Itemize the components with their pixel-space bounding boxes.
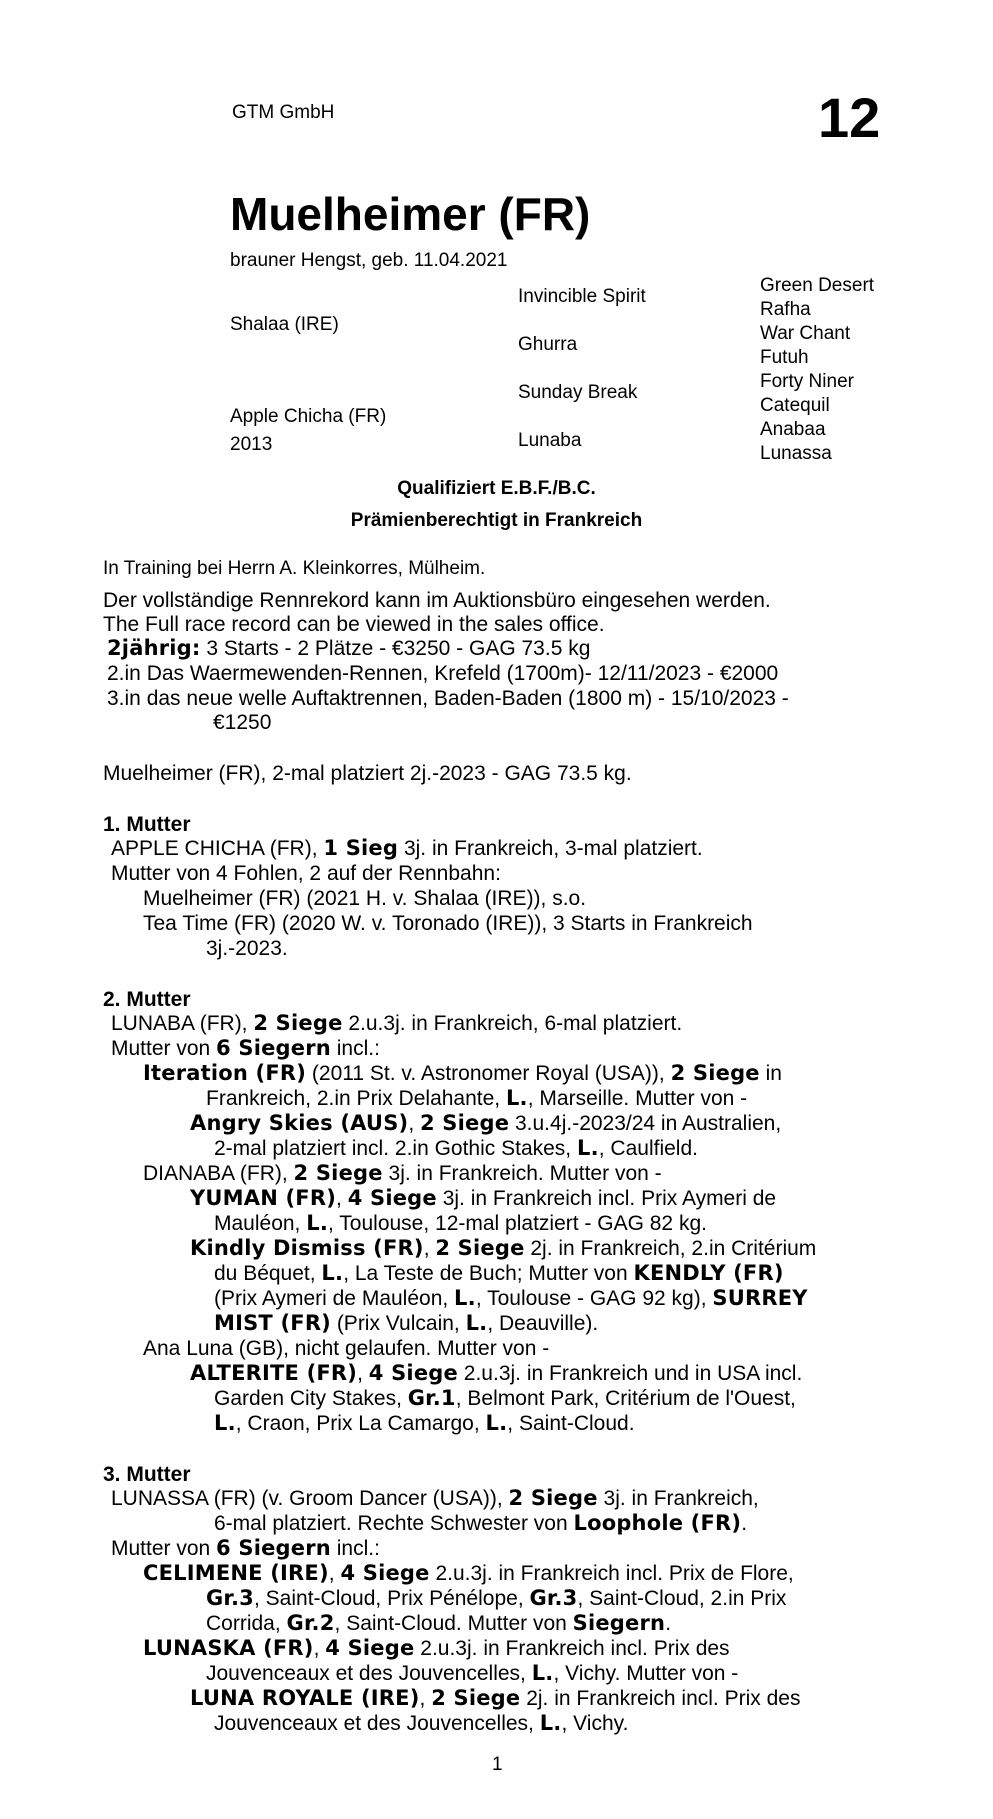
racing-placing: 3.in das neue welle Auftaktrennen, Baden-Baden (1800 m) - 15/10/2023 -: [107, 687, 789, 710]
company-name: GTM GmbH: [232, 102, 335, 123]
racing-placing: 2.in Das Waermewenden-Rennen, Krefeld (1700m)- 12/11/2023 - €2000: [107, 662, 779, 685]
qualification-ebf: Qualifiziert E.B.F./B.C.: [397, 478, 596, 499]
mutter1-line: Tea Time (FR) (2020 W. v. Toronado (IRE)), 3 Starts in Frankreich: [143, 912, 753, 935]
page-number: 1: [492, 1754, 503, 1775]
racing-placing: €1250: [213, 711, 272, 734]
pedigree-great-grandparent: War Chant: [760, 323, 851, 344]
mutter3-line: LUNASSA (FR) (v. Groom Dancer (USA)), 2 Siege 3j. in Frankreich,: [111, 1486, 759, 1510]
mutter2-line: DIANABA (FR), 2 Siege 3j. in Frankreich. Mutter von -: [143, 1161, 662, 1185]
mutter2-line: 2-mal platziert incl. 2.in Gothic Stakes, L., Caulfield.: [214, 1136, 698, 1160]
mutter2-line: MIST (FR) (Prix Vulcain, L., Deauville).: [214, 1311, 599, 1335]
mutter1-line: 3j.-2023.: [206, 937, 288, 960]
qualification-premium: Prämienberechtigt in Frankreich: [350, 510, 643, 531]
mutter1-line: Mutter von 4 Fohlen, 2 auf der Rennbahn:: [111, 862, 501, 885]
pedigree-great-grandparent: Green Desert: [760, 275, 875, 296]
pedigree-grandparent: Lunaba: [518, 430, 582, 451]
mutter2-line: L., Craon, Prix La Camargo, L., Saint-Cloud.: [214, 1411, 635, 1435]
pedigree-great-grandparent: Forty Niner: [760, 371, 854, 392]
pedigree-great-grandparent: Lunassa: [760, 443, 832, 464]
mutter2-line: Kindly Dismiss (FR), 2 Siege 2j. in Frankreich, 2.in Critérium: [190, 1236, 817, 1260]
section-heading-mutter-1: 1. Mutter: [103, 813, 191, 836]
horse-description: brauner Hengst, geb. 11.04.2021: [230, 250, 508, 271]
record-note-en: The Full race record can be viewed in the sales office.: [103, 613, 605, 636]
mutter2-line: Iteration (FR) (2011 St. v. Astronomer Royal (USA)), 2 Siege in: [143, 1061, 782, 1085]
record-note-de: Der vollständige Rennrekord kann im Auktionsbüro eingesehen werden.: [103, 589, 771, 612]
mutter3-line: Corrida, Gr.2, Saint-Cloud. Mutter von Siegern.: [206, 1611, 672, 1635]
mutter3-line: Mutter von 6 Siegern incl.:: [111, 1536, 380, 1560]
mutter2-line: du Béquet, L., La Teste de Buch; Mutter von KENDLY (FR): [214, 1261, 784, 1285]
mutter2-line: Ana Luna (GB), nicht gelaufen. Mutter von -: [143, 1337, 550, 1360]
mutter2-line: Mauléon, L., Toulouse, 12-mal platziert - GAG 82 kg.: [214, 1211, 707, 1235]
pedigree-great-grandparent: Anabaa: [760, 419, 826, 440]
mutter3-line: Jouvenceaux et des Jouvencelles, L., Vichy. Mutter von -: [206, 1661, 739, 1685]
mutter2-line: ALTERITE (FR), 4 Siege 2.u.3j. in Frankreich und in USA incl.: [190, 1361, 803, 1385]
horse-name: Muelheimer (FR): [230, 188, 591, 240]
pedigree-sire: Shalaa (IRE): [230, 314, 339, 335]
mutter2-line: LUNABA (FR), 2 Siege 2.u.3j. in Frankreich, 6-mal platziert.: [111, 1011, 683, 1035]
pedigree-great-grandparent: Catequil: [760, 395, 830, 416]
mutter2-line: Angry Skies (AUS), 2 Siege 3.u.4j.-2023/24 in Australien,: [190, 1111, 782, 1135]
racing-summary: 2jährig: 3 Starts - 2 Plätze - €3250 - GAG 73.5 kg: [107, 636, 591, 660]
training-info: In Training bei Herrn A. Kleinkorres, Mülheim.: [103, 558, 486, 579]
section-heading-mutter-3: 3. Mutter: [103, 1463, 191, 1486]
mutter3-line: LUNA ROYALE (IRE), 2 Siege 2j. in Frankreich incl. Prix des: [190, 1686, 801, 1710]
mutter1-line: Muelheimer (FR) (2021 H. v. Shalaa (IRE)), s.o.: [143, 887, 587, 910]
mutter2-line: Frankreich, 2.in Prix Delahante, L., Marseille. Mutter von -: [206, 1086, 748, 1110]
pedigree-grandparent: Invincible Spirit: [518, 286, 646, 307]
mutter3-line: LUNASKA (FR), 4 Siege 2.u.3j. in Frankreich incl. Prix des: [143, 1636, 730, 1660]
mutter2-line: Mutter von 6 Siegern incl.:: [111, 1036, 380, 1060]
mutter1-line: APPLE CHICHA (FR), 1 Sieg 3j. in Frankreich, 3-mal platziert.: [111, 836, 703, 860]
mutter2-line: Garden City Stakes, Gr.1, Belmont Park, Critérium de l'Ouest,: [214, 1386, 796, 1410]
lot-number: 12: [818, 86, 881, 149]
section-heading-mutter-2: 2. Mutter: [103, 988, 191, 1011]
pedigree-grandparent: Ghurra: [518, 334, 578, 355]
summary-line: Muelheimer (FR), 2-mal platziert 2j.-2023 - GAG 73.5 kg.: [103, 762, 632, 785]
pedigree-dam-year: 2013: [230, 434, 273, 455]
mutter3-line: CELIMENE (IRE), 4 Siege 2.u.3j. in Frankreich incl. Prix de Flore,: [143, 1561, 794, 1585]
pedigree-great-grandparent: Futuh: [760, 347, 809, 368]
mutter2-line: (Prix Aymeri de Mauléon, L., Toulouse - GAG 92 kg), SURREY: [214, 1286, 808, 1310]
pedigree-dam: Apple Chicha (FR): [230, 406, 387, 427]
mutter3-line: Gr.3, Saint-Cloud, Prix Pénélope, Gr.3, Saint-Cloud, 2.in Prix: [206, 1586, 787, 1610]
mutter3-line: Jouvenceaux et des Jouvencelles, L., Vichy.: [214, 1711, 629, 1735]
pedigree-grandparent: Sunday Break: [518, 382, 638, 403]
mutter3-line: 6-mal platziert. Rechte Schwester von Loophole (FR).: [214, 1511, 748, 1535]
pedigree-great-grandparent: Rafha: [760, 299, 811, 320]
mutter2-line: YUMAN (FR), 4 Siege 3j. in Frankreich incl. Prix Aymeri de: [190, 1186, 777, 1210]
